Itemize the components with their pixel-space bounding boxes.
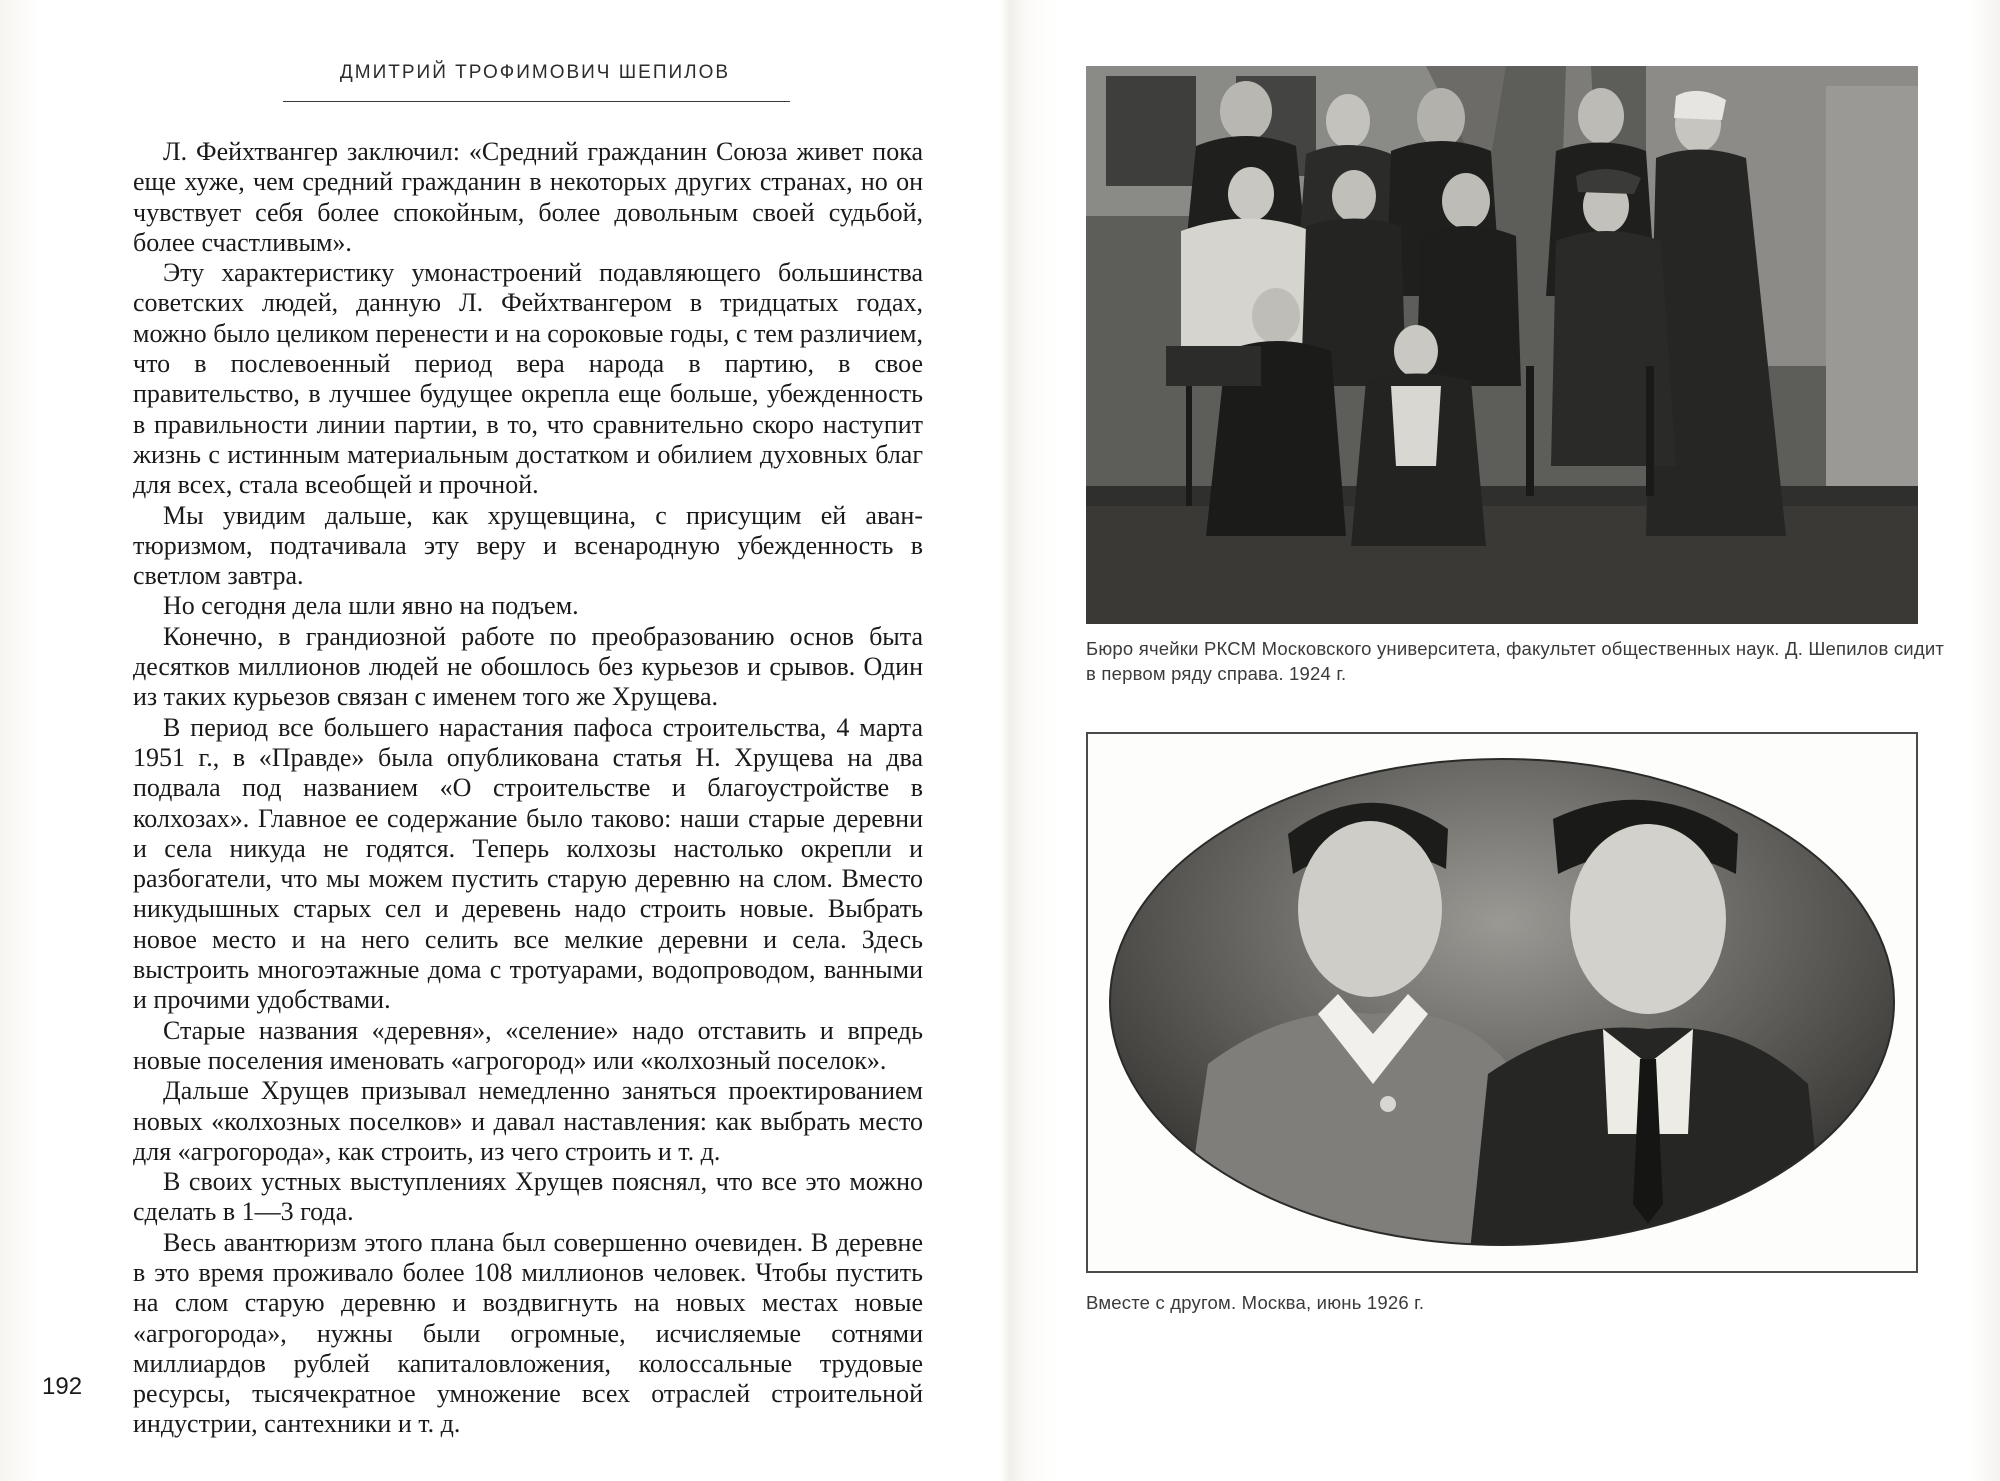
paragraph: Конечно, в грандиозной работе по преобразованию основ быта десятков миллионов людей не обошлось без курьезов и срывов. Один из таких курьезов связан с именем того же Хрущева. (133, 621, 923, 712)
figure-caption: Бюро ячейки РКСМ Московского университета, факультет общественных наук. Д. Шепилов сидит в первом ряду справа. 1924 г. (1086, 638, 1945, 684)
paragraph: Эту характеристику умонастроений подавляющего большинства советских людей, данную Л. Фейхтвангером в тридцатых годах, можно было целиком перенести и на сороковые годы, с тем различием, что в послевоенный период вера народа в партию, в свое правительство, в лучшее будущее окрепла еще больше, убежденность в правильности линии партии, в то, что сравнительно скоро наступит жизнь с истинным материальным достатком и обилием духовных благ для всех, стала всеобщей и прочной. (133, 258, 923, 500)
portrait-photograph (1086, 732, 1918, 1273)
paragraph: Старые названия «деревня», «селение» надо отставить и впредь новые поселения именовать «агрогород» или «колхозный поселок». (133, 1015, 923, 1075)
running-head-rule (283, 101, 790, 102)
figure-caption: Вместе с другом. Москва, июнь 1926 г. (1086, 1292, 1425, 1313)
body-text (133, 137, 923, 1440)
paragraph: Весь авантюризм этого плана был совершенно очевиден. В деревне в это время проживало более 108 миллионов человек. Чтобы пустить на слом старую деревню и воздвигнуть на новых местах новые «агрогорода», нужны были огромные, исчисляемые сотнями миллиардов рублей капиталовложения, колоссальные трудовые ресурсы, тысячекратное умножение всех отраслей строительной индустрии, сантехники и т. д. (133, 1227, 923, 1439)
paragraph: Л. Фейхтвангер заключил: «Средний гражданин Союза живет пока еще хуже, чем средний гражданин в некоторых других странах, но он чувствует себя более спокойным, более довольным своей судьбой, более счастливым». (133, 137, 923, 257)
paragraph: В своих устных выступлениях Хрущев пояснял, что все это можно сделать в 1—3 года. (133, 1167, 923, 1227)
page-number: 192 (42, 1373, 83, 1400)
paragraph: Дальше Хрущев призывал немедленно заняться проектированием новых «колхозных поселков» и давал наставления: как выбрать место для «агрогорода», как строить, из чего строить и т. д. (133, 1076, 923, 1166)
paragraph: Но сегодня дела шли явно на подъем. (163, 591, 579, 621)
paragraph: Мы увидим дальше, как хрущевщина, с присущим ей авантюризмом, подтачивала эту веру и всенародную убежденность в светлом завтра. (133, 500, 923, 591)
group-photograph (1086, 66, 1918, 624)
paragraph: В период все большего нарастания пафоса строительства, 4 марта 1951 г., в «Правде» была опубликована статья Н. Хрущева на два подвала под названием «О строительстве и благоустройстве в колхозах». Главное ее содержание было таково: наши старые деревни и села никуда не годятся. Теперь колхозы настолько окрепли и разбогатели, что мы можем пустить старую деревню на слом. Вместо никудышных старых сел и деревень надо строить новые. Выбрать новое место и на него селить все мелкие деревни и села. Здесь выстроить многоэтажные дома с тротуарами, водопроводом, ванными и прочими удобствами. (133, 712, 923, 1015)
running-head: ДМИТРИЙ ТРОФИМОВИЧ ШЕПИЛОВ (339, 62, 731, 83)
